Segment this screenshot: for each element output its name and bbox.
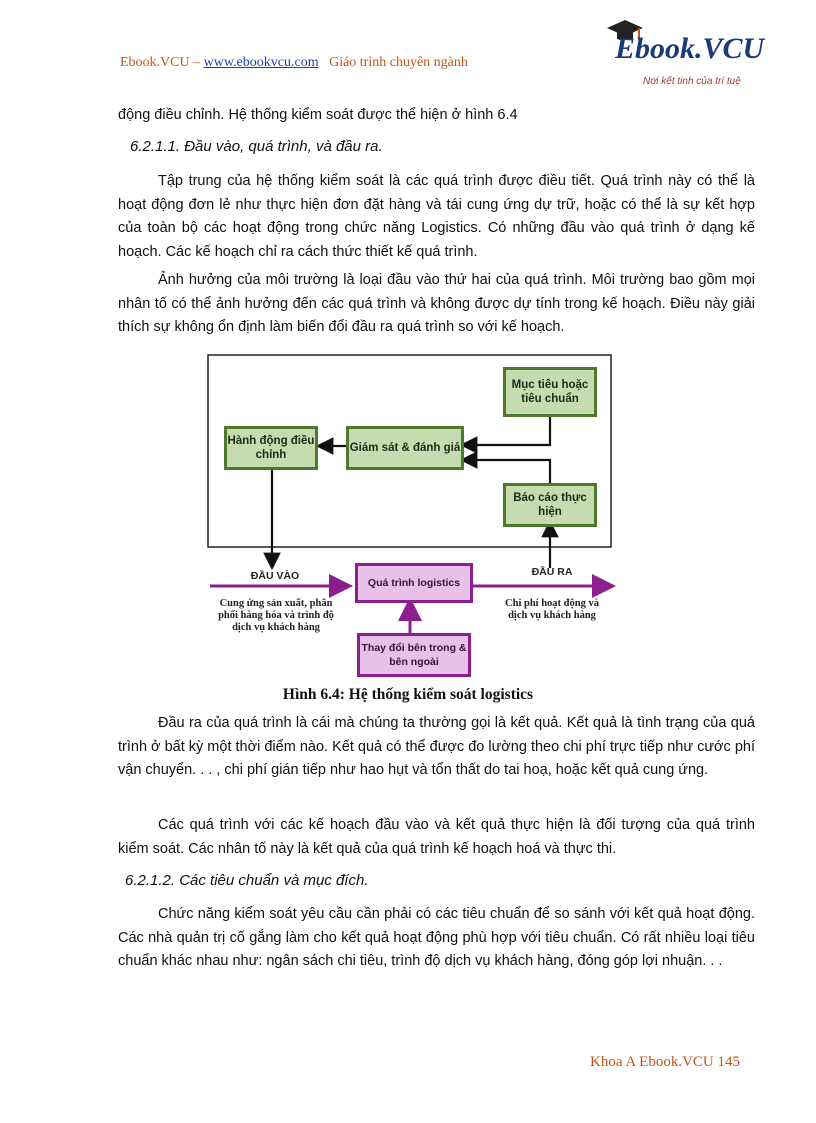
performance-report-box: Báo cáo thực hiện xyxy=(503,483,597,527)
paragraph-3: Đầu ra của quá trình là cái mà chúng ta thường gọi là kết quả. Kết quả là tình trạng của quá trình ở bất kỳ một thời điểm nào. Kết quả có thể được đo lường theo chi phí trực tiếp như cước phí vận chuyển. . . , chi phí gián tiếp như hao hụt và tổn thất do tai hoạ, hoặc kết quả cung ứng. xyxy=(118,715,755,778)
arrow-report-to-monitor xyxy=(462,460,550,485)
paragraph-0: động điều chỉnh. Hệ thống kiểm soát được thể hiện ở hình 6.4 xyxy=(118,107,518,123)
logistics-process-box: Quá trình logistics xyxy=(355,563,473,603)
output-note: Chi phí hoạt động và dịch vụ khách hàng xyxy=(505,598,599,621)
section-heading-6-2-1-2: 6.2.1.2. Các tiêu chuẩn và mục đích. xyxy=(125,872,369,889)
figure-caption: Hình 6.4: Hệ thống kiểm soát logistics xyxy=(282,686,534,703)
monitor-evaluate-box: Giám sát & đánh giá xyxy=(346,426,464,470)
ebook-logo xyxy=(603,18,778,98)
input-note: Cung ứng sản xuất, phân phối hàng hóa và trình độ dịch vụ khách hàng xyxy=(218,598,334,633)
corrective-action-box: Hành động điều chỉnh xyxy=(224,426,318,470)
page-footer: Khoa A Ebook.VCU 145 xyxy=(590,1054,740,1070)
logo-name: Ebook.VCU xyxy=(615,32,765,65)
section-heading-6-2-1-1: 6.2.1.1. Đầu vào, quá trình, và đầu ra. xyxy=(130,138,383,155)
paragraph-1: Tập trung của hệ thống kiểm soát là các quá trình được điều tiết. Quá trình này có thể là hoạt động đơn lẻ như thực hiện đơn đặt hàng và tái cung ứng dự trữ, hoặc có thể là sự kết hợp của toàn bộ các hoạt động trong chức năng Logistics. Có những đầu vào quá trình ở dạng kế hoạch. Các kế hoạch chỉ ra cách thức thiết kế quá trình. xyxy=(118,173,755,260)
logo-tagline: Nơi kết tinh của trí tuệ xyxy=(643,76,741,87)
header-site: Ebook.VCU – xyxy=(120,55,201,70)
control-system-diagram xyxy=(200,350,630,680)
page-header xyxy=(120,55,468,71)
paragraph-4: Các quá trình với các kế hoạch đầu vào và kết quả thực hiện là đối tượng của quá trình kiểm soát. Các nhân tố này là kết quả của quá trình kế hoạch hoá và thực thi. xyxy=(118,817,755,857)
input-label: ĐẦU VÀO xyxy=(250,570,300,582)
target-standard-box: Mục tiêu hoặc tiêu chuẩn xyxy=(503,367,597,417)
paragraph-2: Ảnh hưởng của môi trường là loại đầu vào thứ hai của quá trình. Môi trường bao gồm mọi nhân tố có thể ảnh hưởng đến các quá trình và không được dự tính trong kế hoạch. Điều này giải thích sự không ổn định làm biến đổi đầu ra quá trình so với kế hoạch. xyxy=(118,272,755,335)
internal-external-change-box: Thay đổi bên trong & bên ngoài xyxy=(357,633,471,677)
paragraph-5: Chức năng kiểm soát yêu cầu cần phải có các tiêu chuẩn để so sánh với kết quả hoạt động. Các nhà quản trị cố gắng làm cho kết quả hoạt động phù hợp với tiêu chuẩn. Có rất nhiều loại tiêu chuẩn khác nhau như: ngân sách chi tiêu, trình độ dịch vụ khách hàng, đóng góp lợi nhuận. . . xyxy=(118,906,755,969)
header-subtitle: Giáo trình chuyên ngành xyxy=(329,55,468,70)
header-url-link[interactable]: www.ebookvcu.com xyxy=(203,55,319,70)
output-label: ĐẦU RA xyxy=(531,566,573,578)
